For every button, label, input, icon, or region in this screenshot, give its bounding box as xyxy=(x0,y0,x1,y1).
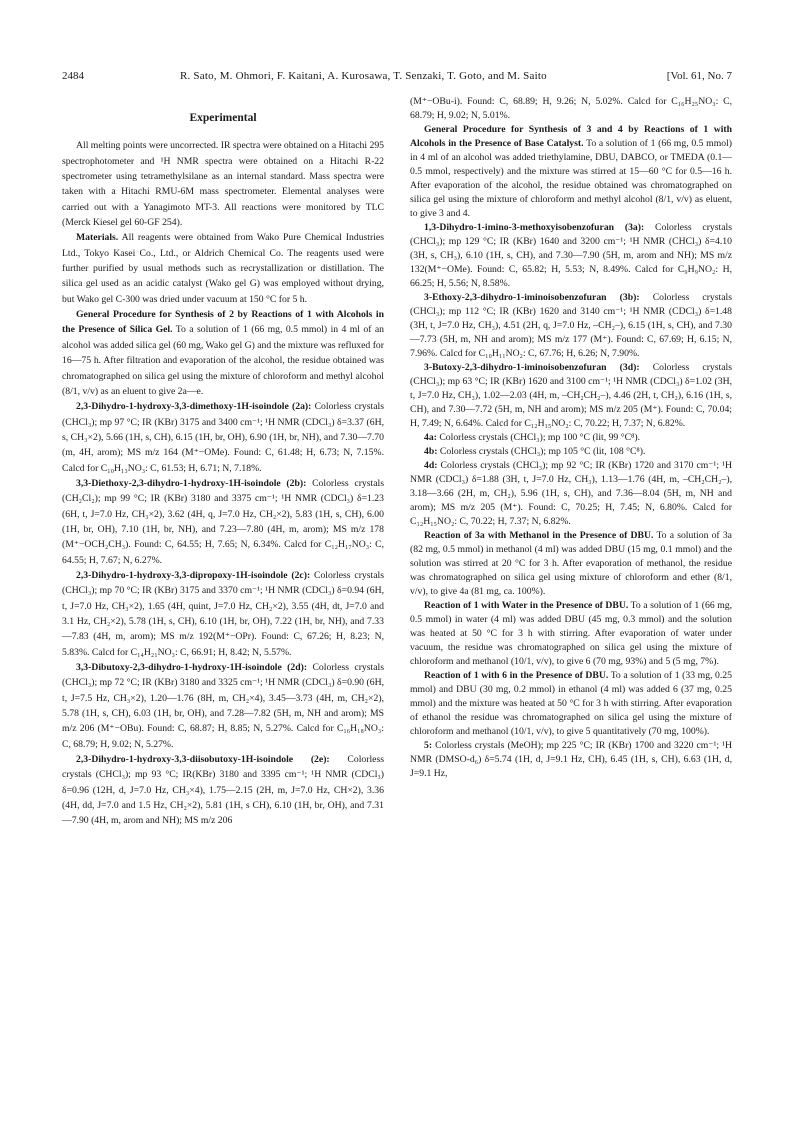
compound-2e xyxy=(62,752,384,829)
volume-info: [Vol. 61, No. 7 xyxy=(666,70,732,82)
compound-5 xyxy=(410,739,732,781)
compound-data: Colorless crystals (CHCl₃); mp 129 °C; IR (KBr) 1640 and 3200 cm⁻¹; ¹H NMR (CHCl₃) δ=4.10 (3H, s, CH₃), 6.10 (1H, s, CH), and 7.30—7.90 (5H, m, arom and NH); MS m/z 132(M⁺−OMe). Found: C, 65.82; H, 5.53; N, 8.49%. Calcd for C₉H₉NO₂: H, 66.25; H, 5.56; N, 8.58%. xyxy=(410,222,732,289)
compound-heading: 2,3-Dihydro-1-hydroxy-3,3-dimethoxy-1H-isoindole (2a): xyxy=(76,401,312,413)
compound-data: Colorless crystals (CHCl₃); mp 105 °C (lit, 108 °C⁸). xyxy=(437,446,646,457)
compound-2e-continued: (M⁺−OBu-i). Found: C, 68.89; H, 9.26; N, 5.02%. Calcd for C₁₆H₂₅NO₃: C, 68.79; H, 9.02; N, 5.01%. xyxy=(410,96,732,121)
run-in-heading: Materials. xyxy=(76,232,119,244)
author-list: R. Sato, M. Ohmori, F. Kaitani, A. Kurosawa, T. Senzaki, T. Goto, and M. Saito xyxy=(180,70,547,82)
compound-heading: 5: xyxy=(424,740,433,751)
run-in-heading: General Procedure for Synthesis of 3 and 4 by Reactions of 1 with Alcohols in the Presence of Base Catalyst. xyxy=(410,124,732,149)
run-in-heading: Reaction of 3a with Methanol in the Presence of DBU. xyxy=(424,530,654,541)
paragraph-reaction-water xyxy=(410,599,732,669)
compound-data: Colorless crystals (CHCl₃); mp 93 °C; IR(KBr) 3180 and 3395 cm⁻¹; ¹H NMR (CDCl₃) δ=0.96 (12H, d, J=7.0 Hz, CH₃×4), 1.75—2.15 (2H, m, J=7.0 Hz, CH×2), 3.36 (4H, dd, J=7.0 and 1.5 Hz, CH₂×2), 5.81 (1H, s CH), 6.10 (1H, br, OH), and 7.31—7.90 (4H, m, arom and NH); MS m/z 206 xyxy=(62,754,384,827)
compound-data: Colorless crystals (CH₂Cl₂); mp 99 °C; IR (KBr) 3180 and 3375 cm⁻¹; ¹H NMR (CDCl₃) δ=1.23 (6H, t, J=7.0 Hz, CH₃×2), 3.62 (4H, q, J=7.0 Hz, CH₂×2), 5.83 (1H, s, CH), 6.00 (1H, br, OH), 7.10 (1H, br, NH), and 7.23—7.80 (4H, m, arom); MS m/z 178 (M⁺−OCH₂CH₃). Found: C, 64.55; H, 7.65; N, 6.34%. Calcd for C₁₂H₁₇NO₃: C, 64.55; H, 7.67; N, 6.27%. xyxy=(62,477,384,566)
paragraph-text: All reagents were obtained from Wako Pure Chemical Industries Ltd., Tokyo Kasei Co., Ltd., or Aldrich Chemical Co. The reagents used were further purified by usual methods such as recrystallization or distillation. The silica gel used as an acidic catalyst (Wako gel G) was employed without drying, but Wako gel C-300 was dried under vacuum at 150 °C for 5 h. xyxy=(62,232,384,305)
run-in-heading: Reaction of 1 with 6 in the Presence of DBU. xyxy=(424,670,609,681)
paragraph-reaction-with-6 xyxy=(410,669,732,739)
compound-heading: 2,3-Dihydro-1-hydroxy-3,3-dipropoxy-1H-isoindole (2c): xyxy=(76,569,311,581)
section-title-experimental: Experimental xyxy=(189,112,257,124)
compound-heading: 3-Butoxy-2,3-dihydro-1-iminoisobenzofuran (3d): xyxy=(424,362,640,373)
paragraph-instruments: All melting points were uncorrected. IR spectra were obtained on a Hitachi 295 spectrophotometer and ¹H NMR spectra were obtained on a Hitachi R-22 spectrometer using tetramethylsilane as an internal standard. Mass spectra were taken with a Hitachi RMU-6M mass spectrometer. Elemental analyses were carried out with a Yanagimoto MT-3. All reactions were monitored by TLC (Merck Kiesel gel 60-GF 254). xyxy=(62,140,385,229)
compound-data: Colorless crystals (MeOH); mp 225 °C; IR (KBr) 1700 and 3220 cm⁻¹; ¹H NMR (DMSO-d₆) δ=5.74 (1H, d, J=9.1 Hz, CH), 6.45 (1H, s, CH), 6.63 (1H, d, J=9.1 Hz, xyxy=(410,740,732,779)
paragraph-text: To a solution of 1 (66 mg, 0.5 mmol) in 4 ml of an alcohol was added silica gel (60 mg, Wako gel G) and the mixture was refluxed for 16—75 h. After filtration and evaporation of the alcohol, the residue obtained was chromatographed on silica gel using the mixture of chloroform and methyl alcohol (8/1, v/v) as an eluent to give 2a—e. xyxy=(62,324,384,397)
paragraph-text: To a solution of 3a (82 mg, 0.5 mmol) in methanol (4 ml) was added DBU (15 mg, 0.1 mmol) and the solution was stirred at 20 °C for 3 h. After evaporation of methanol, the residue was chromatographed on silica gel using mixture of chloroform and ether (8/1, v/v), to give 4a (81 mg, ca. 100%). xyxy=(410,530,732,597)
paragraph-text: To a solution of 1 (66 mg, 0.5 mmol) in water (4 ml) was added DBU (45 mg, 0.3 mmol) and the solution was heated at 50 °C for 3 h with stirring. After evaporation of water under vacuum, the residue was chromatographed on silica gel using the mixture of chloroform and methanol (10/1, v/v), to give 6 (70 mg, 93%) and 5 (5 mg, 7%). xyxy=(410,600,732,667)
compound-heading: 4b: xyxy=(424,446,438,457)
compound-heading: 4a: xyxy=(424,432,437,443)
paragraph-text: To a solution of 1 (66 mg, 0.5 mmol) in 4 ml of an alcohol was added triethylamine, DBU, DABCO, or TMEDA (0.1—0.5 mmol, respectively) and the mixture was stirred at 15—60 °C for 0.5—16 h. After evaporation of the alcohol, the residue obtained was chromatographed on silica gel using the mixture of chloroform and methyl alcohol (8/1, v/v) as eluent, to give 3 and 4. xyxy=(410,138,732,219)
paragraph-text: To a solution of 1 (33 mg, 0.25 mmol) and DBU (30 mg, 0.2 mmol) in ethanol (4 ml) was added 6 (37 mg, 0.25 mmol) and the mixture was heated at 50 °C for 3 h with stirring. After evaporation of ethanol the residue was chromatographed on silica gel using the mixture of chloroform and methanol (10/1, v/v), to give 5 quantitatively (70 mg, 100%). xyxy=(410,670,732,737)
compound-heading: 2,3-Dihydro-1-hydroxy-3,3-diisobutoxy-1H-isoindole (2e): xyxy=(76,754,330,766)
compound-data: Colorless crystals (CHCl₃); mp 112 °C; IR (KBr) 1620 and 3140 cm⁻¹; ¹H NMR (CDCl₃) δ=1.48 (3H, t, J=7.0 Hz, CH₃), 4.51 (2H, q, J=7.0 Hz, –CH₂–), 6.15 (1H, s, CH), and 7.30—7.73 (5H, m, NH and arom); MS m/z 177 (M⁺). Found: C, 67.69; H, 6.15; N, 7.96%. Calcd for C₁₀H₁₁NO₂: C, 67.76; H, 6.26; N, 7.90%. xyxy=(410,292,732,359)
compound-3d xyxy=(410,361,732,431)
compound-data: Colorless crystals (CHCl₃); mp 100 °C (lit, 99 °C⁸). xyxy=(436,432,641,443)
compound-2a xyxy=(62,399,384,476)
compound-data: Colorless crystals (CHCl₃); mp 92 °C; IR (KBr) 1720 and 3170 cm⁻¹; ¹H NMR (CDCl₃) δ=1.88 (3H, t, J=7.0 Hz, CH₃), 1.13—1.76 (4H, m, –CH₂CH₂–), 3.18—3.66 (2H, m, CH₂), 5.96 (1H, s, CH), and 7.36—8.04 (5H, m, NH and arom); MS m/z 205 (M⁺). Found: C, 70.25; H, 7.45; N, 6.80%. Calcd for C₁₂H₁₅NO₂: C, 70.22; H, 7.37; N, 6.82%. xyxy=(410,460,732,527)
right-column xyxy=(410,95,732,781)
compound-2c xyxy=(62,568,384,660)
run-in-heading: General Procedure for Synthesis of 2 by Reactions of 1 with Alcohols in the Presence of Silica Gel. xyxy=(62,309,384,336)
left-column xyxy=(62,95,384,829)
compound-4b xyxy=(410,445,732,459)
compound-data: Colorless crystals (CHCl₃); mp 72 °C; IR (KBr) 3180 and 3325 cm⁻¹; ¹H NMR (CDCl₃) δ=0.90 (6H, t, J=7.5 Hz, CH₃×2), 1.20—1.76 (8H, m, CH₂×4), 3.45—3.73 (4H, m, CH₂×2), 5.78 (1H, s, CH), 6.03 (1H, br, OH), and 7.28—7.82 (5H, m, NH and arom); MS m/z 206 (M⁺−OBu). Found: C, 68.87; H, 8.85; N, 5.27%. Calcd for C₁₆H₁₈NO₃: C, 68.79; H, 9.02; N, 5.27%. xyxy=(62,662,384,750)
paragraph-materials xyxy=(62,230,384,307)
compound-heading: 3-Ethoxy-2,3-dihydro-1-iminoisobenzofuran (3b): xyxy=(424,292,640,303)
compound-4d xyxy=(410,459,732,529)
compound-3b xyxy=(410,291,732,361)
run-in-heading: Reaction of 1 with Water in the Presence of DBU. xyxy=(424,600,629,611)
compound-heading: 3,3-Dibutoxy-2,3-dihydro-1-hydroxy-1H-isoindole (2d): xyxy=(76,662,308,674)
running-header xyxy=(62,70,732,90)
compound-2d xyxy=(62,660,384,752)
paragraph-procedure-3-4 xyxy=(410,123,732,221)
compound-heading: 3,3-Diethoxy-2,3-dihydro-1-hydroxy-1H-isoindole (2b): xyxy=(76,477,307,489)
compound-3a xyxy=(410,221,732,291)
compound-heading: 1,3-Dihydro-1-imino-3-methoxyisobenzofuran (3a): xyxy=(424,222,645,233)
paragraph-procedure-2 xyxy=(62,307,384,399)
page-number: 2484 xyxy=(62,70,84,82)
compound-heading: 4d: xyxy=(424,460,438,471)
compound-4a xyxy=(410,431,732,445)
compound-data: Colorless crystals (CHCl₃); mp 70 °C; IR (KBr) 3175 and 3370 cm⁻¹; ¹H NMR (CDCl₃) δ=0.94 (6H, t, J=7.0 Hz, CH₃×2), 1.65 (4H, quint, J=7.0 Hz, CH₂×2), 3.55 (4H, dt, J=7.0 and 3.1 Hz, CH₂×2), 5.78 (1H, s, CH), 6.10 (1H, br, OH), 7.22 (1H, br, NH), and 7.33—7.83 (4H, m, arom); MS m/z 192(M⁺−OPr). Found: C, 67.26; H, 8.23; N, 5.83%. Calcd for C₁₄H₂₁NO₃: C, 66.91; H, 8.42; N, 5.57%. xyxy=(62,569,384,658)
compound-data: Colorless crystals (CHCl₃); mp 63 °C; IR (KBr) 1620 and 3100 cm⁻¹; ¹H NMR (CDCl₃) δ=1.02 (3H, t, J=7.0 Hz, CH₃), 1.02—2.03 (4H, m, –CH₂CH₂–), 4.46 (2H, t, CH₂), 6.16 (1H, s, CH), and 7.30—7.72 (5H, m, NH and arom); MS m/z 205 (M⁺). Found: C, 70.04; H, 7.49; N, 6.64%. Calcd for C₁₂H₁₅NO₂: C, 70.22; H, 7.37; N, 6.82%. xyxy=(410,362,732,429)
compound-data: Colorless crystals (CHCl₃); mp 97 °C; IR (KBr) 3175 and 3400 cm⁻¹; ¹H NMR (CDCl₃) δ=3.37 (6H, s, CH₃×2), 5.66 (1H, s, CH), 6.15 (1H, br, OH), 6.90 (1H, br, NH), and 7.30—7.70 (m, 4H, arom); MS m/z 164 (M⁺−OMe). Found: C, 61.48; H, 6.73; N, 7.15%. Calcd for C₁₀H₁₃NO₃: C, 61.53; H, 6.71; N, 7.18%. xyxy=(62,401,384,474)
paragraph-reaction-3a-methanol xyxy=(410,529,732,599)
compound-2b xyxy=(62,476,384,568)
